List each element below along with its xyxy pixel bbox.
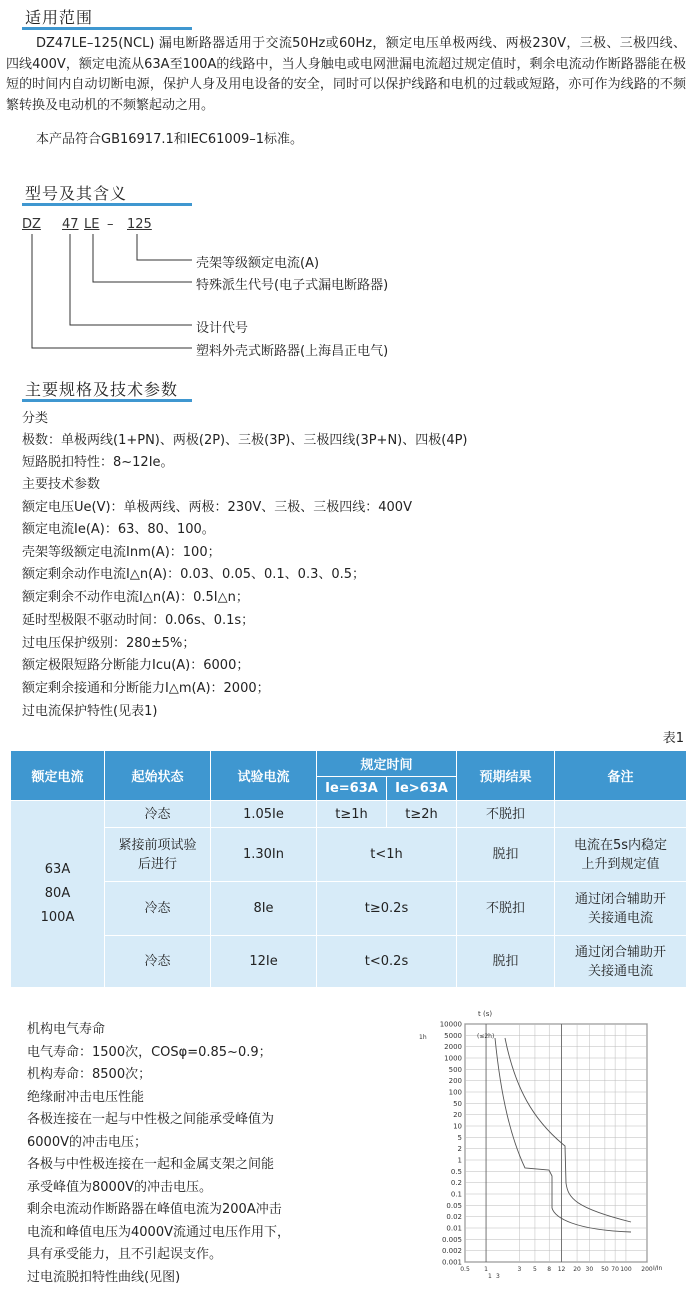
y-tick-label: 100 <box>448 1088 462 1097</box>
spec-line: 主要技术参数 <box>22 477 101 492</box>
header-test-current: 试验电流 <box>211 751 317 801</box>
header-remarks: 备注 <box>555 751 687 801</box>
spec-line: 延时型极限不驱动时间：0.06s、0.1s； <box>22 613 255 628</box>
table-label: 表1 <box>662 731 684 746</box>
cell-current: 8Ie <box>211 882 317 936</box>
y-tick-label: 0.5 <box>450 1167 462 1176</box>
cell-current: 1.05Ie <box>211 801 317 828</box>
x-tick-label: 8 <box>547 1266 552 1273</box>
life-line: 机构寿命：8500次； <box>27 1067 152 1082</box>
cell-result: 脱扣 <box>457 936 555 988</box>
curve-h-label-2: (≤2h) <box>477 1033 495 1040</box>
cell-result: 脱扣 <box>457 828 555 882</box>
x-tick-label: 100 <box>620 1266 632 1273</box>
cell-time: t<0.2s <box>317 936 457 988</box>
cell-time: t≥0.2s <box>317 882 457 936</box>
model-code-dz: DZ <box>22 217 41 232</box>
cell-state: 冷态 <box>105 882 211 936</box>
model-label-47: 设计代号 <box>196 321 249 336</box>
header-ie-gt63: Ie>63A <box>387 777 457 801</box>
cell-current: 12Ie <box>211 936 317 988</box>
x-tick-label: 20 <box>573 1266 581 1273</box>
rated-value: 100A <box>40 910 75 925</box>
cell-remark: 通过闭合辅助开关接通电流 <box>555 936 687 988</box>
x-tick-label: 12 <box>557 1266 566 1273</box>
rated-value: 63A <box>44 862 71 877</box>
x-tick-label: 3 <box>517 1266 522 1273</box>
y-tick-label: 200 <box>448 1077 462 1086</box>
curve-x-unit: I/In <box>653 1265 663 1272</box>
curve-y-tick-labels <box>440 1021 462 1267</box>
y-tick-label: 0.05 <box>446 1201 462 1210</box>
x-tick-label: 30 <box>585 1266 594 1273</box>
y-tick-label: 20 <box>453 1111 462 1120</box>
x-tick-label: 50 <box>601 1266 609 1273</box>
cell-time-63: t≥1h <box>317 801 387 828</box>
y-tick-label: 0.02 <box>446 1213 462 1222</box>
x-tick-label: 70 <box>611 1266 619 1273</box>
spec-line: 额定剩余不动作电流I△n(A)：0.5I△n； <box>22 590 249 605</box>
curve-h-label: 1h <box>419 1034 427 1041</box>
life-line: 绝缘耐冲击电压性能 <box>27 1090 145 1105</box>
heading-underline <box>22 399 192 402</box>
y-tick-label: 0.01 <box>446 1224 462 1233</box>
life-line: 剩余电流动作断路器在峰值电流为200A冲击 <box>27 1202 282 1217</box>
curve-x-sub: 3 <box>496 1273 500 1280</box>
life-line: 6000V的冲击电压； <box>27 1135 147 1150</box>
rated-value: 80A <box>44 886 71 901</box>
curve-frame <box>465 1024 647 1262</box>
y-tick-label: 1 <box>457 1156 462 1165</box>
y-tick-label: 0.2 <box>450 1179 462 1188</box>
spec-line: 过电压保护级别：280±5%； <box>22 636 196 651</box>
section-specs-heading <box>22 376 190 402</box>
life-line: 各极连接在一起与中性极之间能承受峰值为 <box>27 1112 275 1127</box>
y-tick-label: 50 <box>453 1099 462 1108</box>
x-tick-label: 0.5 <box>460 1266 470 1273</box>
header-ie63: Ie=63A <box>317 777 387 801</box>
cell-time: t<1h <box>317 828 457 882</box>
spec-line: 额定电流Ie(A)：63、80、100。 <box>22 522 215 537</box>
model-code-dash: – <box>107 217 114 232</box>
x-tick-label: 1 <box>484 1266 488 1273</box>
section-title: 型号及其含义 <box>25 184 128 203</box>
curve-lower-limit <box>495 1038 631 1232</box>
cell-current: 1.30In <box>211 828 317 882</box>
model-code-47: 47 <box>62 217 79 232</box>
y-tick-label: 0.1 <box>450 1190 462 1199</box>
cell-result: 不脱扣 <box>457 882 555 936</box>
overcurrent-table <box>10 750 687 988</box>
section-title: 适用范围 <box>25 8 94 27</box>
curve-x-sub: 1 <box>488 1273 492 1280</box>
life-line: 机构电气寿命 <box>27 1022 106 1037</box>
header-expected-result: 预期结果 <box>457 751 555 801</box>
header-rated-current: 额定电流 <box>11 751 105 801</box>
y-tick-label: 500 <box>448 1065 462 1074</box>
x-tick-label: 5 <box>533 1266 537 1273</box>
table-row <box>11 801 687 828</box>
curve-grid <box>465 1024 647 1262</box>
cell-state: 冷态 <box>105 801 211 828</box>
spec-line: 过电流保护特性(见表1) <box>22 704 158 719</box>
spec-line: 额定极限短路分断能力Icu(A)：6000； <box>22 658 250 673</box>
curve-x-tick-labels <box>460 1266 653 1273</box>
table-row <box>11 828 687 882</box>
model-label-dz: 塑料外壳式断路器(上海昌正电气) <box>196 344 389 359</box>
cell-state: 紧接前项试验后进行 <box>105 828 211 882</box>
cell-result: 不脱扣 <box>457 801 555 828</box>
model-label-125: 壳架等级额定电流(A) <box>196 256 320 271</box>
life-line: 过电流脱扣特性曲线(见图) <box>27 1270 181 1285</box>
model-label-le: 特殊派生代号(电子式漏电断路器) <box>196 278 389 293</box>
y-tick-label: 0.002 <box>441 1247 462 1256</box>
cell-remark <box>555 801 687 828</box>
scope-paragraph: DZ47LE–125(NCL) 漏电断路器适用于交流50Hz或60Hz，额定电压单极两线、两极230V，三极、三极四线、四线400V，额定电流从63A至100A的线路中，当人身触电或电网泄漏电流超过规定值时，剩余电流动作断路器能在极短的时间内自动切断电源，保护人身及用电设备的安全，同时可以保护线路和电机的过载或短路，亦可作为线路的不频繁转换及电动机的不频繁起动之用。 <box>6 36 686 113</box>
trip-curve-figure <box>415 1008 687 1284</box>
model-leader-lines <box>0 0 692 360</box>
y-tick-label: 0.001 <box>441 1258 462 1267</box>
cell-remark: 通过闭合辅助开关接通电流 <box>555 882 687 936</box>
spec-line: 额定电压Ue(V)：单极两线、两极：230V、三极、三极四线：400V <box>22 500 412 515</box>
spec-line: 额定剩余动作电流I△n(A)：0.03、0.05、0.1、0.3、0.5； <box>22 567 366 582</box>
table-row <box>11 882 687 936</box>
life-line: 电气寿命：1500次，COSφ=0.85~0.9； <box>27 1045 272 1060</box>
y-tick-label: 5000 <box>444 1031 462 1040</box>
rated-current-cell <box>11 801 105 988</box>
life-line: 具有承受能力，且不引起误支作。 <box>27 1247 223 1262</box>
x-tick-label: 200 <box>641 1266 653 1273</box>
header-initial-state: 起始状态 <box>105 751 211 801</box>
spec-line: 壳架等级额定电流Inm(A)：100； <box>22 545 221 560</box>
y-tick-label: 0.005 <box>441 1235 462 1244</box>
spec-line: 分类 <box>22 411 49 426</box>
life-line: 电流和峰值电压为4000V流通过电压作用下， <box>27 1225 290 1240</box>
spec-line: 极数：单极两线(1+PN)、两极(2P)、三极(3P)、三极四线(3P+N)、四极(4P) <box>22 433 468 448</box>
curve-upper-limit <box>505 1038 631 1222</box>
table-row <box>11 936 687 988</box>
spec-line: 额定剩余接通和分断能力I△m(A)：2000； <box>22 681 270 696</box>
y-tick-label: 2000 <box>444 1043 462 1052</box>
header-specified-time: 规定时间 <box>317 751 457 777</box>
model-code-125: 125 <box>127 217 152 232</box>
y-tick-label: 5 <box>457 1133 462 1142</box>
life-line: 承受峰值为8000V的冲击电压。 <box>27 1180 212 1195</box>
model-code-le: LE <box>84 217 100 232</box>
life-line: 各极与中性极连接在一起和金属支架之间能 <box>27 1157 275 1172</box>
y-tick-label: 2 <box>457 1145 462 1154</box>
curve-y-unit: t (s) <box>478 1010 493 1018</box>
cell-time-gt63: t≥2h <box>387 801 457 828</box>
standard-paragraph: 本产品符合GB16917.1和IEC61009–1标准。 <box>36 132 304 147</box>
y-tick-label: 1000 <box>444 1054 462 1063</box>
cell-state: 冷态 <box>105 936 211 988</box>
spec-line: 短路脱扣特性：8~12Ie。 <box>22 455 174 470</box>
y-tick-label: 10000 <box>439 1020 462 1029</box>
section-title: 主要规格及技术参数 <box>25 380 179 399</box>
y-tick-label: 10 <box>453 1122 462 1131</box>
cell-remark: 电流在5s内稳定上升到规定值 <box>555 828 687 882</box>
